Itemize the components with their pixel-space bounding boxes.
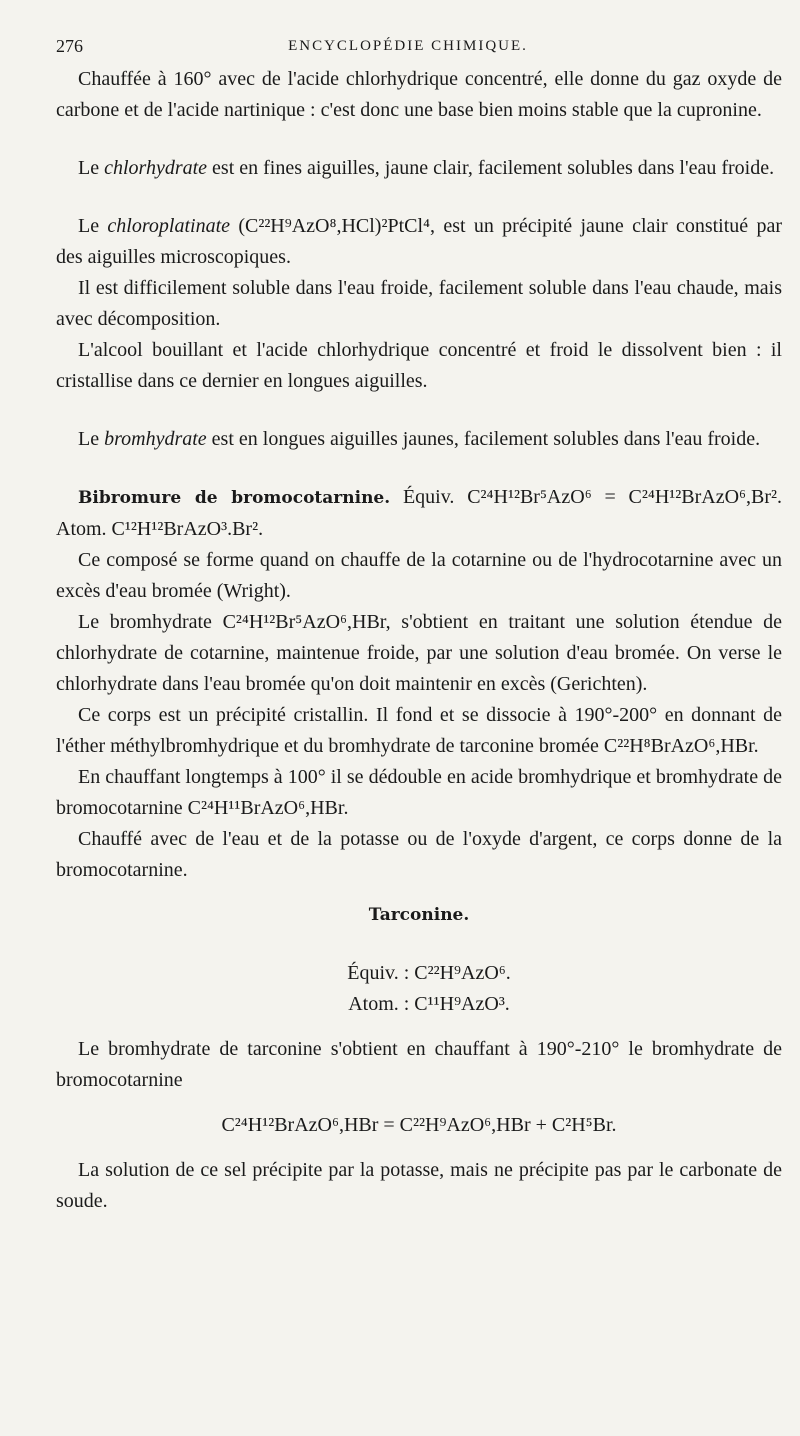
paragraph: Ce corps est un précipité cristallin. Il fond et se dissocie à 190°-200° en donnant de l'éther méthylbromhydrique et du bromhydrate de tarconine bromée C²²H⁸BrAzO⁶,HBr.: [56, 704, 782, 757]
paragraph: [56, 424, 782, 455]
section-formula: Équiv. C²⁴H¹²Br⁵AzO⁶ = C²⁴H¹²BrAzO⁶,Br². Atom. C¹²H¹²BrAzO³.Br².: [56, 486, 782, 540]
equiv-formula: Équiv. : C²²H⁹AzO⁶.: [347, 962, 511, 984]
paragraph: [56, 153, 782, 184]
text-run: (C²²H⁹AzO⁸,HCl)²PtCl⁴, est un précipité jaune clair constitué par des aiguilles microscopiques.: [56, 215, 783, 268]
paragraph: Chauffée à 160° avec de l'acide chlorhydrique concentré, elle donne du gaz oxyde de carbone et de l'acide nartinique : c'est donc une base bien moins stable que la cupronine.: [56, 68, 782, 121]
page-number: 276: [56, 36, 83, 56]
atom-formula: Atom. : C¹¹H⁹AzO³.: [348, 993, 510, 1015]
section-title: Tarconine.: [368, 905, 470, 925]
paragraph: [56, 211, 782, 273]
term-italic: chloroplatinate: [107, 215, 230, 237]
section-heading: [56, 482, 782, 545]
paragraph: L'alcool bouillant et l'acide chlorhydrique concentré et froid le dissolvent bien : il cristallise dans ce dernier en longues aiguilles.: [56, 339, 782, 392]
paragraph: Chauffé avec de l'eau et de la potasse ou de l'oxyde d'argent, ce corps donne de la bromocotarnine.: [56, 828, 782, 881]
text-run: est en longues aiguilles jaunes, facilement solubles dans l'eau froide.: [206, 428, 761, 450]
paragraph: Ce composé se forme quand on chauffe de la cotarnine ou de l'hydrocotarnine avec un excès d'eau bromée (Wright).: [56, 549, 782, 602]
section-title: Bibromure de bromocotarnine.: [78, 488, 391, 508]
reaction-formula: C²⁴H¹²BrAzO⁶,HBr = C²²H⁹AzO⁶,HBr + C²H⁵Br.: [221, 1114, 617, 1136]
term-italic: bromhydrate: [104, 428, 207, 450]
page-body: [56, 64, 782, 1217]
paragraph: Il est difficilement soluble dans l'eau froide, facilement soluble dans l'eau chaude, mais avec décomposition.: [56, 277, 782, 330]
running-title: ENCYCLOPÉDIE CHIMIQUE.: [288, 38, 528, 54]
paragraph: La solution de ce sel précipite par la potasse, mais ne précipite pas par le carbonate de soude.: [56, 1159, 782, 1212]
paragraph: Le bromhydrate de tarconine s'obtient en chauffant à 190°-210° le bromhydrate de bromocotarnine: [56, 1038, 782, 1091]
text-run: Le: [78, 215, 108, 237]
term-italic: chlorhydrate: [104, 157, 208, 179]
text-run: Le: [78, 428, 105, 450]
page-header: [56, 36, 760, 60]
paragraph: En chauffant longtemps à 100° il se dédouble en acide bromhydrique et bromhydrate de bromocotarnine C²⁴H¹¹BrAzO⁶,HBr.: [56, 766, 782, 819]
text-run: Le: [78, 157, 105, 179]
paragraph: Le bromhydrate C²⁴H¹²Br⁵AzO⁶,HBr, s'obtient en traitant une solution étendue de chlorhydrate de cotarnine, maintenue froide, par une solution d'eau bromée. On verse le chlorhydrate dans l'eau bromée qu'on doit maintenir en excès (Gerichten).: [56, 611, 782, 695]
text-run: est en fines aiguilles, jaune clair, facilement solubles dans l'eau froide.: [207, 157, 775, 179]
